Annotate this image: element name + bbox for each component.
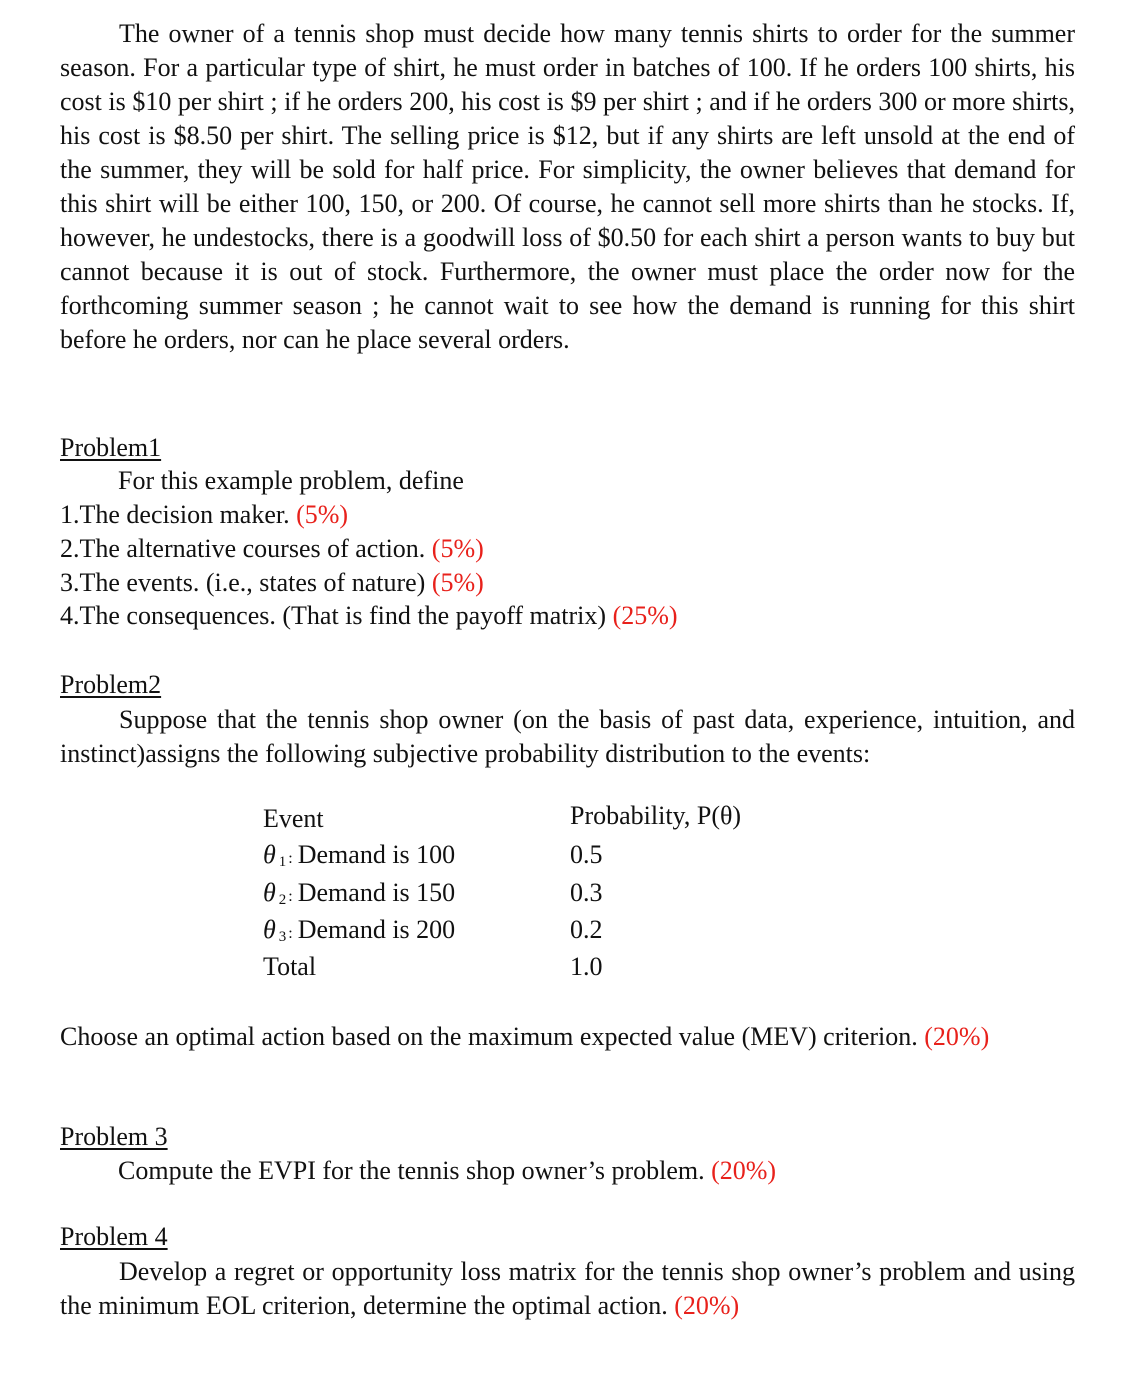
problem3-weight: (20%) xyxy=(711,1156,777,1185)
problem2-heading: Problem2 xyxy=(60,670,162,699)
problem2-question xyxy=(60,1020,1075,1054)
problem3-question xyxy=(118,1155,776,1187)
problem1-item-3-weight: (5%) xyxy=(431,568,484,597)
table-header-event: Event xyxy=(263,804,324,833)
problem1-heading: Problem1 xyxy=(60,433,162,462)
event-label: Demand is 100 xyxy=(297,840,456,869)
event-label: Demand is 150 xyxy=(297,878,456,907)
problem1-item-2 xyxy=(60,533,484,565)
problem1-item-2-weight: (5%) xyxy=(431,534,484,563)
problem1-lead: For this example problem, define xyxy=(118,466,464,495)
theta-symbol: θ xyxy=(263,915,276,944)
theta-subscript: 1 xyxy=(278,854,287,870)
table-row-probability: 0.2 xyxy=(570,915,603,944)
table-header-probability: Probability, P(θ) xyxy=(570,801,742,830)
problem1-item-2-text: 2.The alternative courses of action. xyxy=(60,534,426,563)
problem4-heading: Problem 4 xyxy=(60,1222,168,1251)
problem1-item-4 xyxy=(60,600,678,632)
problem1-item-4-text: 4.The consequences. (That is find the payoff matrix) xyxy=(60,601,607,630)
problem1-item-4-weight: (25%) xyxy=(612,601,678,630)
theta-subscript: 2 xyxy=(278,892,287,908)
problem2-lead: Suppose that the tennis shop owner (on the basis of past data, experience, intuition, and instinct)assigns the following subjective probability distribution to the events: xyxy=(60,705,1075,768)
problem1-item-1 xyxy=(60,499,348,531)
problem4-question xyxy=(60,1255,1075,1323)
table-row-probability: 0.3 xyxy=(570,878,603,907)
table-row-event: θ $_1$ : Demand is 100 xyxy=(263,840,456,870)
problem1-item-1-weight: (5%) xyxy=(296,500,349,529)
table-total-value: 1.0 xyxy=(570,952,603,981)
event-label: Demand is 200 xyxy=(297,915,456,944)
problem1-item-1-text: 1.The decision maker. xyxy=(60,500,290,529)
problem3-heading: Problem 3 xyxy=(60,1122,168,1151)
theta-subscript: 3 xyxy=(278,929,287,945)
problem1-item-3 xyxy=(60,567,484,599)
table-row-probability: 0.5 xyxy=(570,840,603,869)
table-total-label: Total xyxy=(263,952,317,981)
theta-symbol: θ xyxy=(263,878,276,907)
problem1-item-3-text: 3.The events. (i.e., states of nature) xyxy=(60,568,426,597)
table-row-event: θ $_2$ : Demand is 150 xyxy=(263,878,456,908)
problem4-weight: (20%) xyxy=(674,1291,740,1320)
problem3-text: Compute the EVPI for the tennis shop owner’s problem. xyxy=(118,1156,705,1185)
problem2-weight: (20%) xyxy=(924,1022,990,1051)
problem4-text: Develop a regret or opportunity loss matrix for the tennis shop owner’s problem and using the minimum EOL criterion, determine the optimal action. xyxy=(60,1257,1075,1320)
problem2-question-text: Choose an optimal action based on the maximum expected value (MEV) criterion. xyxy=(60,1022,918,1051)
theta-symbol: θ xyxy=(263,840,276,869)
intro-paragraph: The owner of a tennis shop must decide how many tennis shirts to order for the summer season. For a particular type of shirt, he must order in batches of 100. If he orders 100 shirts, his cost is $10 per shirt ; if he orders 200, his cost is $9 per shirt ; and if he orders 300 or more shirts, his cost is $8.50 per shirt. The selling price is $12, but if any shirts are left unsold at the end of the summer, they will be sold for half price. For simplicity, the owner believes that demand for this shirt will be either 100, 150, or 200. Of course, he cannot sell more shirts than he stocks. If, however, he undestocks, there is a goodwill loss of $0.50 for each shirt a person wants to buy but cannot because it is out of stock. Furthermore, the owner must place the order now for the forthcoming summer season ; he cannot wait to see how the demand is running for this shirt before he orders, nor can he place several orders. xyxy=(60,19,1075,354)
table-row-event: θ $_3$ : Demand is 200 xyxy=(263,915,456,945)
